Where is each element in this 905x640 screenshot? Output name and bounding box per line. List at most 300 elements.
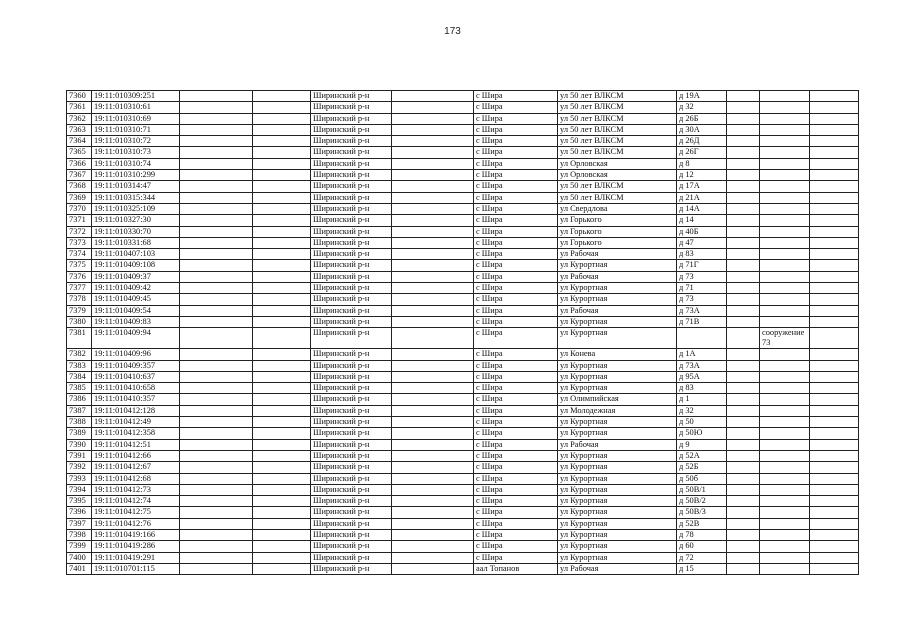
table-cell: [253, 102, 311, 113]
table-cell: [392, 439, 474, 450]
table-row: [67, 316, 859, 327]
table-cell: [727, 439, 760, 450]
table-row: [67, 147, 859, 158]
table-row: [67, 203, 859, 214]
table-cell: [253, 260, 311, 271]
table-cell: с Шира: [474, 439, 558, 450]
table-cell: 19:11:010412:51: [92, 439, 180, 450]
table-cell: с Шира: [474, 371, 558, 382]
table-cell: [180, 192, 253, 203]
table-cell: ул Олимпийская: [558, 394, 677, 405]
table-cell: [253, 428, 311, 439]
table-cell: [253, 271, 311, 282]
table-cell: Ширинский р-н: [311, 283, 392, 294]
table-cell: [253, 496, 311, 507]
table-row: [67, 552, 859, 563]
table-cell: 7369: [67, 192, 92, 203]
table-cell: Ширинский р-н: [311, 305, 392, 316]
table-cell: ул Курортная: [558, 462, 677, 473]
table-cell: д 52Б: [677, 462, 727, 473]
table-cell: 7382: [67, 349, 92, 360]
table-cell: [392, 249, 474, 260]
table-cell: [810, 450, 859, 461]
table-cell: [810, 484, 859, 495]
table-row: [67, 563, 859, 574]
table-cell: 7377: [67, 283, 92, 294]
table-cell: [253, 91, 311, 102]
table-cell: [760, 147, 810, 158]
table-cell: 7388: [67, 417, 92, 428]
table-cell: [392, 405, 474, 416]
table-cell: [392, 541, 474, 552]
table-cell: [180, 124, 253, 135]
table-cell: 7372: [67, 226, 92, 237]
table-cell: [727, 249, 760, 260]
table-cell: [810, 552, 859, 563]
table-cell: [760, 113, 810, 124]
table-cell: 19:11:010419:166: [92, 529, 180, 540]
table-cell: д 50: [677, 417, 727, 428]
table-cell: [392, 462, 474, 473]
table-cell: 7375: [67, 260, 92, 271]
table-cell: [727, 124, 760, 135]
table-cell: Ширинский р-н: [311, 405, 392, 416]
table-cell: [810, 360, 859, 371]
table-cell: [392, 113, 474, 124]
table-cell: с Шира: [474, 496, 558, 507]
table-cell: [180, 383, 253, 394]
table-row: [67, 428, 859, 439]
table-cell: с Шира: [474, 249, 558, 260]
table-cell: [180, 147, 253, 158]
table-cell: [810, 136, 859, 147]
table-cell: [760, 91, 810, 102]
table-cell: д 50Ю: [677, 428, 727, 439]
table-row: [67, 124, 859, 135]
table-row: [67, 91, 859, 102]
table-cell: [760, 170, 810, 181]
table-cell: ул Орловская: [558, 158, 677, 169]
table-cell: [727, 91, 760, 102]
table-cell: [810, 215, 859, 226]
table-cell: 19:11:010310:72: [92, 136, 180, 147]
table-cell: ул Рабочая: [558, 439, 677, 450]
table-cell: 19:11:010701:115: [92, 563, 180, 574]
table-cell: [253, 215, 311, 226]
table-cell: 19:11:010412:73: [92, 484, 180, 495]
table-cell: [760, 203, 810, 214]
table-cell: с Шира: [474, 124, 558, 135]
table-cell: 7376: [67, 271, 92, 282]
table-cell: д 50В/2: [677, 496, 727, 507]
table-cell: [760, 405, 810, 416]
table-cell: [392, 484, 474, 495]
table-cell: [760, 529, 810, 540]
table-cell: с Шира: [474, 428, 558, 439]
table-cell: 19:11:010409:42: [92, 283, 180, 294]
table-row: [67, 113, 859, 124]
table-cell: ул Курортная: [558, 328, 677, 349]
table-cell: [180, 158, 253, 169]
table-cell: 7362: [67, 113, 92, 124]
table-cell: [727, 428, 760, 439]
table-cell: 7398: [67, 529, 92, 540]
table-row: [67, 484, 859, 495]
records-body: [67, 91, 859, 575]
table-cell: [810, 102, 859, 113]
table-cell: [810, 405, 859, 416]
table-cell: Ширинский р-н: [311, 484, 392, 495]
table-cell: д 50В/3: [677, 507, 727, 518]
table-cell: с Шира: [474, 349, 558, 360]
table-cell: [392, 192, 474, 203]
table-cell: 7401: [67, 563, 92, 574]
table-cell: [810, 383, 859, 394]
table-cell: [180, 439, 253, 450]
table-cell: [180, 529, 253, 540]
table-cell: с Шира: [474, 283, 558, 294]
table-cell: [810, 462, 859, 473]
table-row: [67, 417, 859, 428]
table-cell: [180, 496, 253, 507]
table-cell: [392, 563, 474, 574]
table-cell: [392, 428, 474, 439]
table-cell: д 52А: [677, 450, 727, 461]
table-cell: [253, 552, 311, 563]
table-cell: ул Курортная: [558, 294, 677, 305]
table-cell: [760, 563, 810, 574]
table-cell: Ширинский р-н: [311, 360, 392, 371]
table-cell: ул Конева: [558, 349, 677, 360]
table-row: [67, 158, 859, 169]
table-cell: [810, 226, 859, 237]
table-cell: д 14: [677, 215, 727, 226]
table-cell: [180, 305, 253, 316]
table-cell: 19:11:010409:83: [92, 316, 180, 327]
table-cell: Ширинский р-н: [311, 507, 392, 518]
table-cell: 19:11:010310:61: [92, 102, 180, 113]
table-row: [67, 405, 859, 416]
table-cell: д 73А: [677, 305, 727, 316]
table-cell: Ширинский р-н: [311, 226, 392, 237]
table-cell: [727, 192, 760, 203]
table-row: [67, 507, 859, 518]
table-cell: [180, 203, 253, 214]
table-cell: 7397: [67, 518, 92, 529]
table-cell: [253, 450, 311, 461]
table-cell: 19:11:010310:74: [92, 158, 180, 169]
table-cell: д 50В/1: [677, 484, 727, 495]
table-cell: с Шира: [474, 507, 558, 518]
table-cell: [810, 305, 859, 316]
table-cell: [180, 552, 253, 563]
table-cell: [810, 91, 859, 102]
table-cell: [180, 360, 253, 371]
table-cell: [392, 102, 474, 113]
table-cell: Ширинский р-н: [311, 147, 392, 158]
table-cell: с Шира: [474, 462, 558, 473]
table-row: [67, 450, 859, 461]
table-cell: с Шира: [474, 417, 558, 428]
table-cell: [392, 305, 474, 316]
table-cell: [392, 124, 474, 135]
table-row: [67, 541, 859, 552]
table-cell: ул Рабочая: [558, 271, 677, 282]
table-cell: 7365: [67, 147, 92, 158]
table-cell: д 15: [677, 563, 727, 574]
table-cell: [392, 158, 474, 169]
table-cell: [253, 563, 311, 574]
table-cell: [727, 360, 760, 371]
table-cell: [727, 283, 760, 294]
table-cell: [392, 226, 474, 237]
table-cell: [727, 203, 760, 214]
table-cell: 7380: [67, 316, 92, 327]
table-cell: д 95А: [677, 371, 727, 382]
table-cell: д 19А: [677, 91, 727, 102]
table-cell: [180, 484, 253, 495]
table-cell: [760, 136, 810, 147]
table-cell: [253, 473, 311, 484]
table-cell: 7393: [67, 473, 92, 484]
table-cell: ул Курортная: [558, 518, 677, 529]
table-cell: [180, 181, 253, 192]
table-cell: [253, 328, 311, 349]
table-row: [67, 237, 859, 248]
table-cell: [392, 170, 474, 181]
table-cell: 7370: [67, 203, 92, 214]
table-row: [67, 371, 859, 382]
table-cell: 7399: [67, 541, 92, 552]
table-cell: д 12: [677, 170, 727, 181]
table-cell: [727, 136, 760, 147]
table-cell: 19:11:010412:76: [92, 518, 180, 529]
table-cell: Ширинский р-н: [311, 439, 392, 450]
table-cell: с Шира: [474, 271, 558, 282]
table-cell: ул Курортная: [558, 507, 677, 518]
table-cell: [760, 439, 810, 450]
table-row: [67, 102, 859, 113]
table-cell: 7364: [67, 136, 92, 147]
table-cell: Ширинский р-н: [311, 371, 392, 382]
table-cell: 7391: [67, 450, 92, 461]
table-cell: д 21А: [677, 192, 727, 203]
table-cell: [760, 192, 810, 203]
table-cell: [760, 383, 810, 394]
table-cell: [810, 170, 859, 181]
table-cell: Ширинский р-н: [311, 462, 392, 473]
table-cell: [727, 541, 760, 552]
table-cell: [727, 260, 760, 271]
table-cell: [392, 294, 474, 305]
table-cell: с Шира: [474, 328, 558, 349]
table-cell: [760, 316, 810, 327]
table-cell: 19:11:010412:358: [92, 428, 180, 439]
table-cell: [760, 371, 810, 382]
table-cell: ул Горького: [558, 226, 677, 237]
table-cell: [727, 181, 760, 192]
table-cell: ул 50 лет ВЛКСМ: [558, 91, 677, 102]
table-cell: [810, 124, 859, 135]
table-cell: Ширинский р-н: [311, 215, 392, 226]
table-cell: Ширинский р-н: [311, 91, 392, 102]
table-cell: 7387: [67, 405, 92, 416]
table-cell: с Шира: [474, 203, 558, 214]
table-cell: [253, 192, 311, 203]
table-cell: [392, 328, 474, 349]
table-cell: Ширинский р-н: [311, 124, 392, 135]
table-cell: [727, 215, 760, 226]
table-cell: [253, 147, 311, 158]
table-cell: [253, 462, 311, 473]
table-cell: с Шира: [474, 473, 558, 484]
table-cell: 19:11:010327:30: [92, 215, 180, 226]
table-cell: [392, 237, 474, 248]
table-cell: Ширинский р-н: [311, 260, 392, 271]
table-cell: [760, 271, 810, 282]
table-cell: [180, 563, 253, 574]
table-cell: [810, 181, 859, 192]
table-row: [67, 529, 859, 540]
table-cell: [253, 484, 311, 495]
table-cell: с Шира: [474, 383, 558, 394]
table-cell: [760, 496, 810, 507]
table-cell: с Шира: [474, 113, 558, 124]
table-cell: [727, 462, 760, 473]
table-cell: [810, 237, 859, 248]
table-cell: [727, 405, 760, 416]
table-cell: [180, 91, 253, 102]
table-cell: Ширинский р-н: [311, 181, 392, 192]
table-cell: [810, 203, 859, 214]
table-cell: с Шира: [474, 294, 558, 305]
table-cell: [760, 283, 810, 294]
table-cell: [392, 507, 474, 518]
table-cell: 19:11:010409:94: [92, 328, 180, 349]
table-cell: д 71В: [677, 316, 727, 327]
table-cell: [180, 226, 253, 237]
table-cell: [392, 271, 474, 282]
table-cell: 7390: [67, 439, 92, 450]
table-cell: ул Курортная: [558, 552, 677, 563]
table-cell: ул Свердлова: [558, 203, 677, 214]
table-cell: [392, 283, 474, 294]
table-cell: [760, 260, 810, 271]
table-cell: [253, 158, 311, 169]
table-cell: 19:11:010310:73: [92, 147, 180, 158]
table-cell: [810, 428, 859, 439]
table-cell: [760, 428, 810, 439]
table-cell: [810, 349, 859, 360]
table-cell: д 1: [677, 394, 727, 405]
table-cell: ул 50 лет ВЛКСМ: [558, 192, 677, 203]
table-cell: с Шира: [474, 102, 558, 113]
table-cell: сооружение 73: [760, 328, 810, 349]
table-cell: [180, 294, 253, 305]
table-cell: ул 50 лет ВЛКСМ: [558, 147, 677, 158]
table-cell: [180, 215, 253, 226]
table-cell: 7367: [67, 170, 92, 181]
table-cell: [180, 462, 253, 473]
table-cell: Ширинский р-н: [311, 496, 392, 507]
table-cell: [253, 439, 311, 450]
table-cell: 7360: [67, 91, 92, 102]
table-cell: [760, 237, 810, 248]
table-cell: 19:11:010412:74: [92, 496, 180, 507]
table-cell: 7374: [67, 249, 92, 260]
table-cell: [760, 450, 810, 461]
table-row: [67, 305, 859, 316]
table-cell: [392, 215, 474, 226]
table-cell: [180, 170, 253, 181]
table-cell: [727, 305, 760, 316]
table-cell: 19:11:010310:299: [92, 170, 180, 181]
table-cell: [180, 349, 253, 360]
table-cell: [760, 215, 810, 226]
table-cell: ул Курортная: [558, 496, 677, 507]
table-cell: 19:11:010310:71: [92, 124, 180, 135]
table-cell: [810, 113, 859, 124]
table-cell: 7395: [67, 496, 92, 507]
table-cell: с Шира: [474, 215, 558, 226]
table-cell: 7379: [67, 305, 92, 316]
table-row: [67, 383, 859, 394]
table-cell: [180, 328, 253, 349]
table-cell: Ширинский р-н: [311, 349, 392, 360]
table-cell: [727, 328, 760, 349]
table-row: [67, 260, 859, 271]
table-cell: [727, 113, 760, 124]
table-cell: ул Курортная: [558, 260, 677, 271]
table-cell: [727, 102, 760, 113]
table-cell: д 73: [677, 294, 727, 305]
table-cell: 19:11:010330:70: [92, 226, 180, 237]
table-cell: [810, 316, 859, 327]
table-cell: Ширинский р-н: [311, 158, 392, 169]
table-cell: с Шира: [474, 518, 558, 529]
table-row: [67, 181, 859, 192]
table-row: [67, 518, 859, 529]
table-cell: 7384: [67, 371, 92, 382]
table-cell: д 50б: [677, 473, 727, 484]
table-cell: 19:11:010409:54: [92, 305, 180, 316]
table-cell: [392, 181, 474, 192]
table-cell: [727, 518, 760, 529]
table-cell: [253, 394, 311, 405]
table-cell: [392, 473, 474, 484]
table-cell: 7368: [67, 181, 92, 192]
table-cell: д 73А: [677, 360, 727, 371]
table-cell: 19:11:010315:344: [92, 192, 180, 203]
table-cell: [253, 203, 311, 214]
table-cell: д 32: [677, 102, 727, 113]
table-cell: 19:11:010331:68: [92, 237, 180, 248]
table-cell: [180, 394, 253, 405]
table-cell: [810, 473, 859, 484]
table-cell: [727, 383, 760, 394]
table-cell: 7392: [67, 462, 92, 473]
table-cell: ул Горького: [558, 237, 677, 248]
table-row: [67, 271, 859, 282]
table-cell: Ширинский р-н: [311, 428, 392, 439]
table-cell: [392, 136, 474, 147]
table-cell: ул Курортная: [558, 371, 677, 382]
table-cell: д 26Д: [677, 136, 727, 147]
table-row: [67, 226, 859, 237]
table-cell: д 32: [677, 405, 727, 416]
table-cell: д 71: [677, 283, 727, 294]
table-cell: Ширинский р-н: [311, 294, 392, 305]
